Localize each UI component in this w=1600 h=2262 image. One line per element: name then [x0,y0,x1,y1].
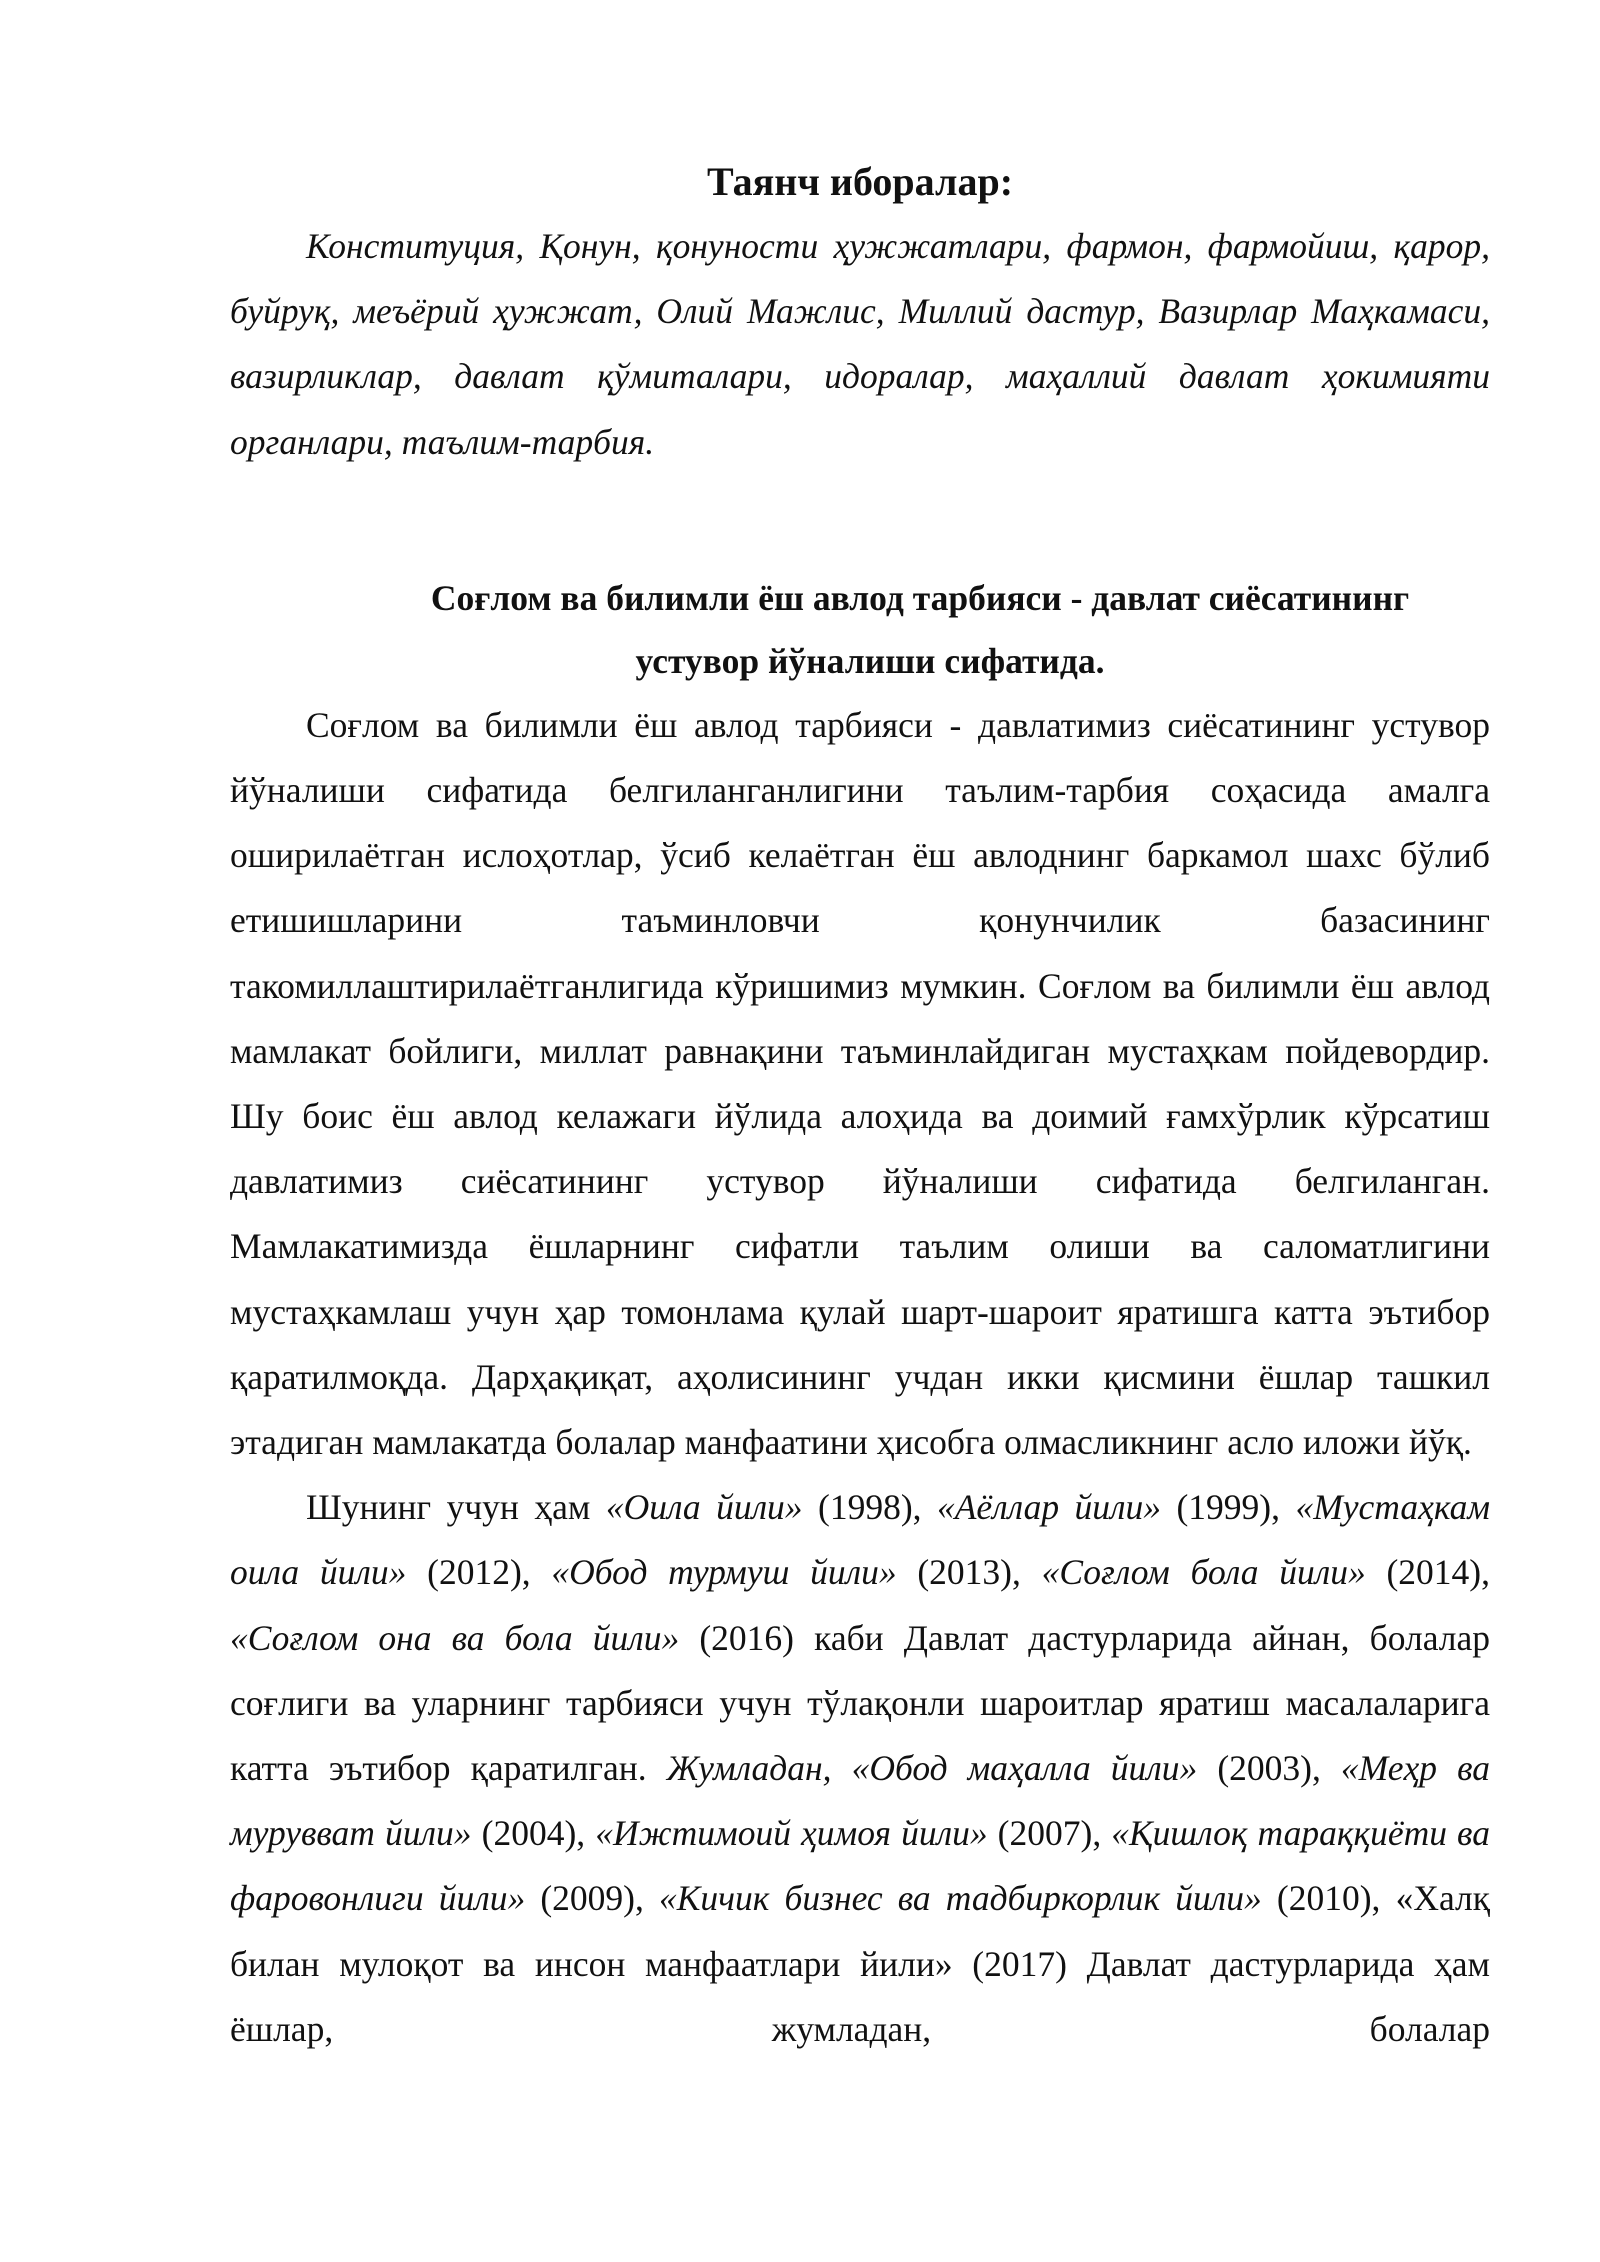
paragraph-text: (2010), «Халқ билан мулоқот ва инсон манфаатлари йили» (2017) Давлат дастурларида ҳам ёшлар, жумладан, болалар [230,1878,1490,2049]
paragraph-text: (1998), [802,1487,937,1528]
keywords-list: Конституция, Қонун, қонуности ҳужжатлари, фармон, фармойиш, қарор, буйруқ, меъёрий ҳужжат, Олий Мажлис, Миллий дастур, Вазирлар Маҳкамаси, вазирликлар, давлат қўмиталари, идоралар, маҳаллий давлат ҳокимияти органлари, таълим-тарбия. [230,226,1490,462]
paragraph-text: (2013), [896,1552,1042,1593]
paragraph-text: (1999), [1161,1487,1296,1528]
document-page [230,150,1490,2062]
section-title-line-2: устувор йўналиши сифатида. [635,640,1105,681]
paragraph-text: (2014), [1365,1552,1490,1593]
paragraph-text: (2004), [471,1813,596,1854]
program-title: Жумладан, «Обод маҳалла йили» [666,1748,1198,1789]
program-title: «Обод турмуш йили» [551,1552,897,1593]
program-title: «Аёллар йили» [936,1487,1162,1528]
program-title: «Кичик бизнес ва тадбиркорлик йили» [659,1878,1262,1919]
body-paragraph-2 [230,1475,1490,2062]
paragraph-text: (2007), [987,1813,1112,1854]
keywords-heading: Таянч иборалар: [706,159,1014,204]
paragraph-text: (2009), [525,1878,659,1919]
body-paragraph-1: Соғлом ва билимли ёш авлод тарбияси - давлатимиз сиёсатининг устувор йўналиши сифатида белгиланганлигини таълим-тарбия соҳасида амалга оширилаётган ислоҳотлар, ўсиб келаётган ёш авлоднинг баркамол шахс бўлиб етишишларини таъминловчи қонунчилик базасининг такомиллаштирилаётганлигида кўришимиз мумкин. Соғлом ва билимли ёш авлод мамлакат бойлиги, миллат равнақини таъминлайдиган мустаҳкам пойдевордир. Шу боис ёш авлод келажаги йўлида алоҳида ва доимий ғамхўрлик кўрсатиш давлатимиз сиёсатининг устувор йўналиши сифатида белгиланган. Мамлакатимизда ёшларнинг сифатли таълим олиши ва саломатлигини мустаҳкамлаш учун ҳар томонлама қулай шарт-шароит яратишга катта эътибор қаратилмоқда. Дарҳақиқат, аҳолисининг учдан икки қисмини ёшлар ташкил этадиган мамлакатда болалар манфаатини ҳисобга олмасликнинг асло иложи йўқ. [230,704,1490,1463]
section-title [230,567,1490,693]
program-title: «Соғлом она ва бола йили» [230,1617,680,1658]
paragraph-text: Шунинг учун ҳам [306,1487,606,1528]
program-title: «Ижтимоий ҳимоя йили» [595,1813,988,1854]
section-title-line-1: Соғлом ва билимли ёш авлод тарбияси - давлат сиёсатининг [430,577,1410,618]
program-title: «Мустаҳкам оила йили» [230,1487,1490,1593]
program-title: «Қишлоқ тараққиёти ва фаровонлиги йили» [230,1813,1490,1919]
program-title: «Соғлом бола йили» [1041,1552,1366,1593]
program-title: «Меҳр ва мурувват йили» [230,1748,1490,1854]
paragraph-text: (2016) каби Давлат дастурларида айнан, болалар соғлиги ва уларнинг тарбияси учун тўлақонли шароитлар яратиш масалаларига катта эътибор қаратилган. [230,1617,1490,1789]
paragraph-text: (2003), [1197,1748,1341,1789]
program-title: «Оила йили» [605,1487,803,1528]
spacer [230,475,1490,567]
paragraph-text: (2012), [406,1552,552,1593]
